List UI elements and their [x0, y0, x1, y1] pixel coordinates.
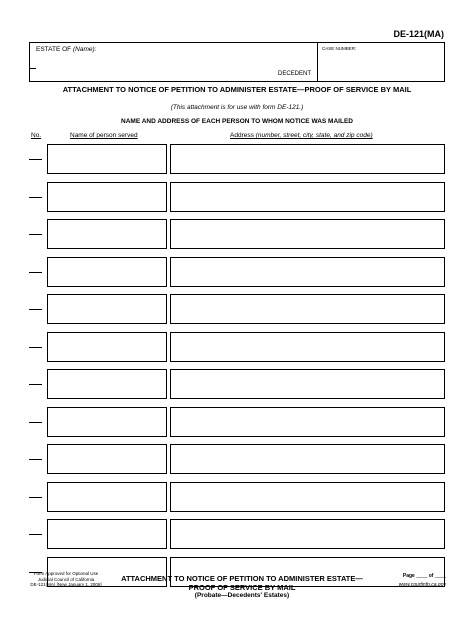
table-row: [0, 332, 474, 362]
form-subtitle: (This attachment is for use with form DE-121.): [170, 104, 304, 111]
address-field[interactable]: [170, 444, 445, 474]
footer-subtitle: (Probate—Decedents' Estates): [194, 592, 290, 599]
page-label: Page: [402, 573, 415, 579]
caption-box: [29, 42, 445, 82]
address-field[interactable]: [170, 369, 445, 399]
column-header-name: Name of person served: [70, 132, 138, 139]
decedent-label: DECEDENT: [278, 71, 312, 77]
table-row: [0, 369, 474, 399]
person-name-field[interactable]: [47, 144, 167, 174]
row-number-field[interactable]: [29, 309, 42, 310]
person-name-field[interactable]: [47, 219, 167, 249]
table-row: [0, 407, 474, 437]
estate-of-label: [36, 46, 96, 53]
table-row: [0, 294, 474, 324]
person-name-field[interactable]: [47, 182, 167, 212]
address-label: Address: [230, 132, 254, 139]
address-field[interactable]: [170, 257, 445, 287]
section-heading: NAME AND ADDRESS OF EACH PERSON TO WHOM NOTICE WAS MAILED: [121, 118, 353, 125]
address-field[interactable]: [170, 294, 445, 324]
page-count: [380, 573, 446, 579]
person-name-field[interactable]: [47, 444, 167, 474]
row-number-field[interactable]: [29, 347, 42, 348]
row-number-field[interactable]: [29, 234, 42, 235]
row-number-field[interactable]: [29, 384, 42, 385]
table-row: [0, 257, 474, 287]
address-field[interactable]: [170, 144, 445, 174]
row-number-field[interactable]: [29, 422, 42, 423]
row-number-field[interactable]: [29, 272, 42, 273]
column-header-address: [230, 132, 373, 139]
address-field[interactable]: [170, 482, 445, 512]
person-name-field[interactable]: [47, 519, 167, 549]
address-field[interactable]: [170, 332, 445, 362]
address-hint: (number, street, city, state, and zip code): [255, 132, 373, 139]
form-approval-note: [29, 571, 103, 588]
form-title: ATTACHMENT TO NOTICE OF PETITION TO ADMINISTER ESTATE—PROOF OF SERVICE BY MAIL: [62, 85, 412, 94]
table-row: [0, 444, 474, 474]
caption-divider: [317, 43, 318, 81]
estate-name-hint: (Name):: [72, 46, 97, 53]
column-header-no: No.: [31, 132, 42, 139]
page-number-field[interactable]: ____: [416, 573, 428, 579]
address-field[interactable]: [170, 519, 445, 549]
approval-line: DE-121(MA) [New January 1, 2006]: [30, 582, 102, 587]
person-name-field[interactable]: [47, 257, 167, 287]
row-number-field[interactable]: [29, 197, 42, 198]
address-field[interactable]: [170, 219, 445, 249]
approval-line: Form Approved for Optional Use: [33, 571, 99, 576]
footer-title-line: ATTACHMENT TO NOTICE OF PETITION TO ADMINISTER ESTATE—: [121, 574, 363, 583]
person-name-field[interactable]: [47, 407, 167, 437]
approval-line: Judicial Council of California: [37, 576, 95, 582]
footer-title: [108, 574, 376, 592]
person-name-field[interactable]: [47, 369, 167, 399]
case-number-label: CASE NUMBER:: [322, 46, 357, 51]
estate-label-text: ESTATE OF: [36, 46, 72, 53]
table-row: [0, 519, 474, 549]
table-row: [0, 219, 474, 249]
row-number-field[interactable]: [29, 534, 42, 535]
row-number-field[interactable]: [29, 159, 42, 160]
row-number-field[interactable]: [29, 459, 42, 460]
caption-tick: [29, 68, 36, 69]
person-name-field[interactable]: [47, 482, 167, 512]
of-label: of: [428, 573, 434, 579]
address-field[interactable]: [170, 182, 445, 212]
table-row: [0, 482, 474, 512]
table-row: [0, 182, 474, 212]
person-name-field[interactable]: [47, 332, 167, 362]
footer-title-line: PROOF OF SERVICE BY MAIL: [188, 583, 296, 592]
person-name-field[interactable]: [47, 294, 167, 324]
page-total-field[interactable]: ____: [434, 573, 446, 579]
form-number: DE-121(MA): [393, 29, 444, 39]
court-url: www.courtinfo.ca.gov: [398, 582, 446, 588]
table-row: [0, 144, 474, 174]
row-number-field[interactable]: [29, 497, 42, 498]
address-field[interactable]: [170, 407, 445, 437]
